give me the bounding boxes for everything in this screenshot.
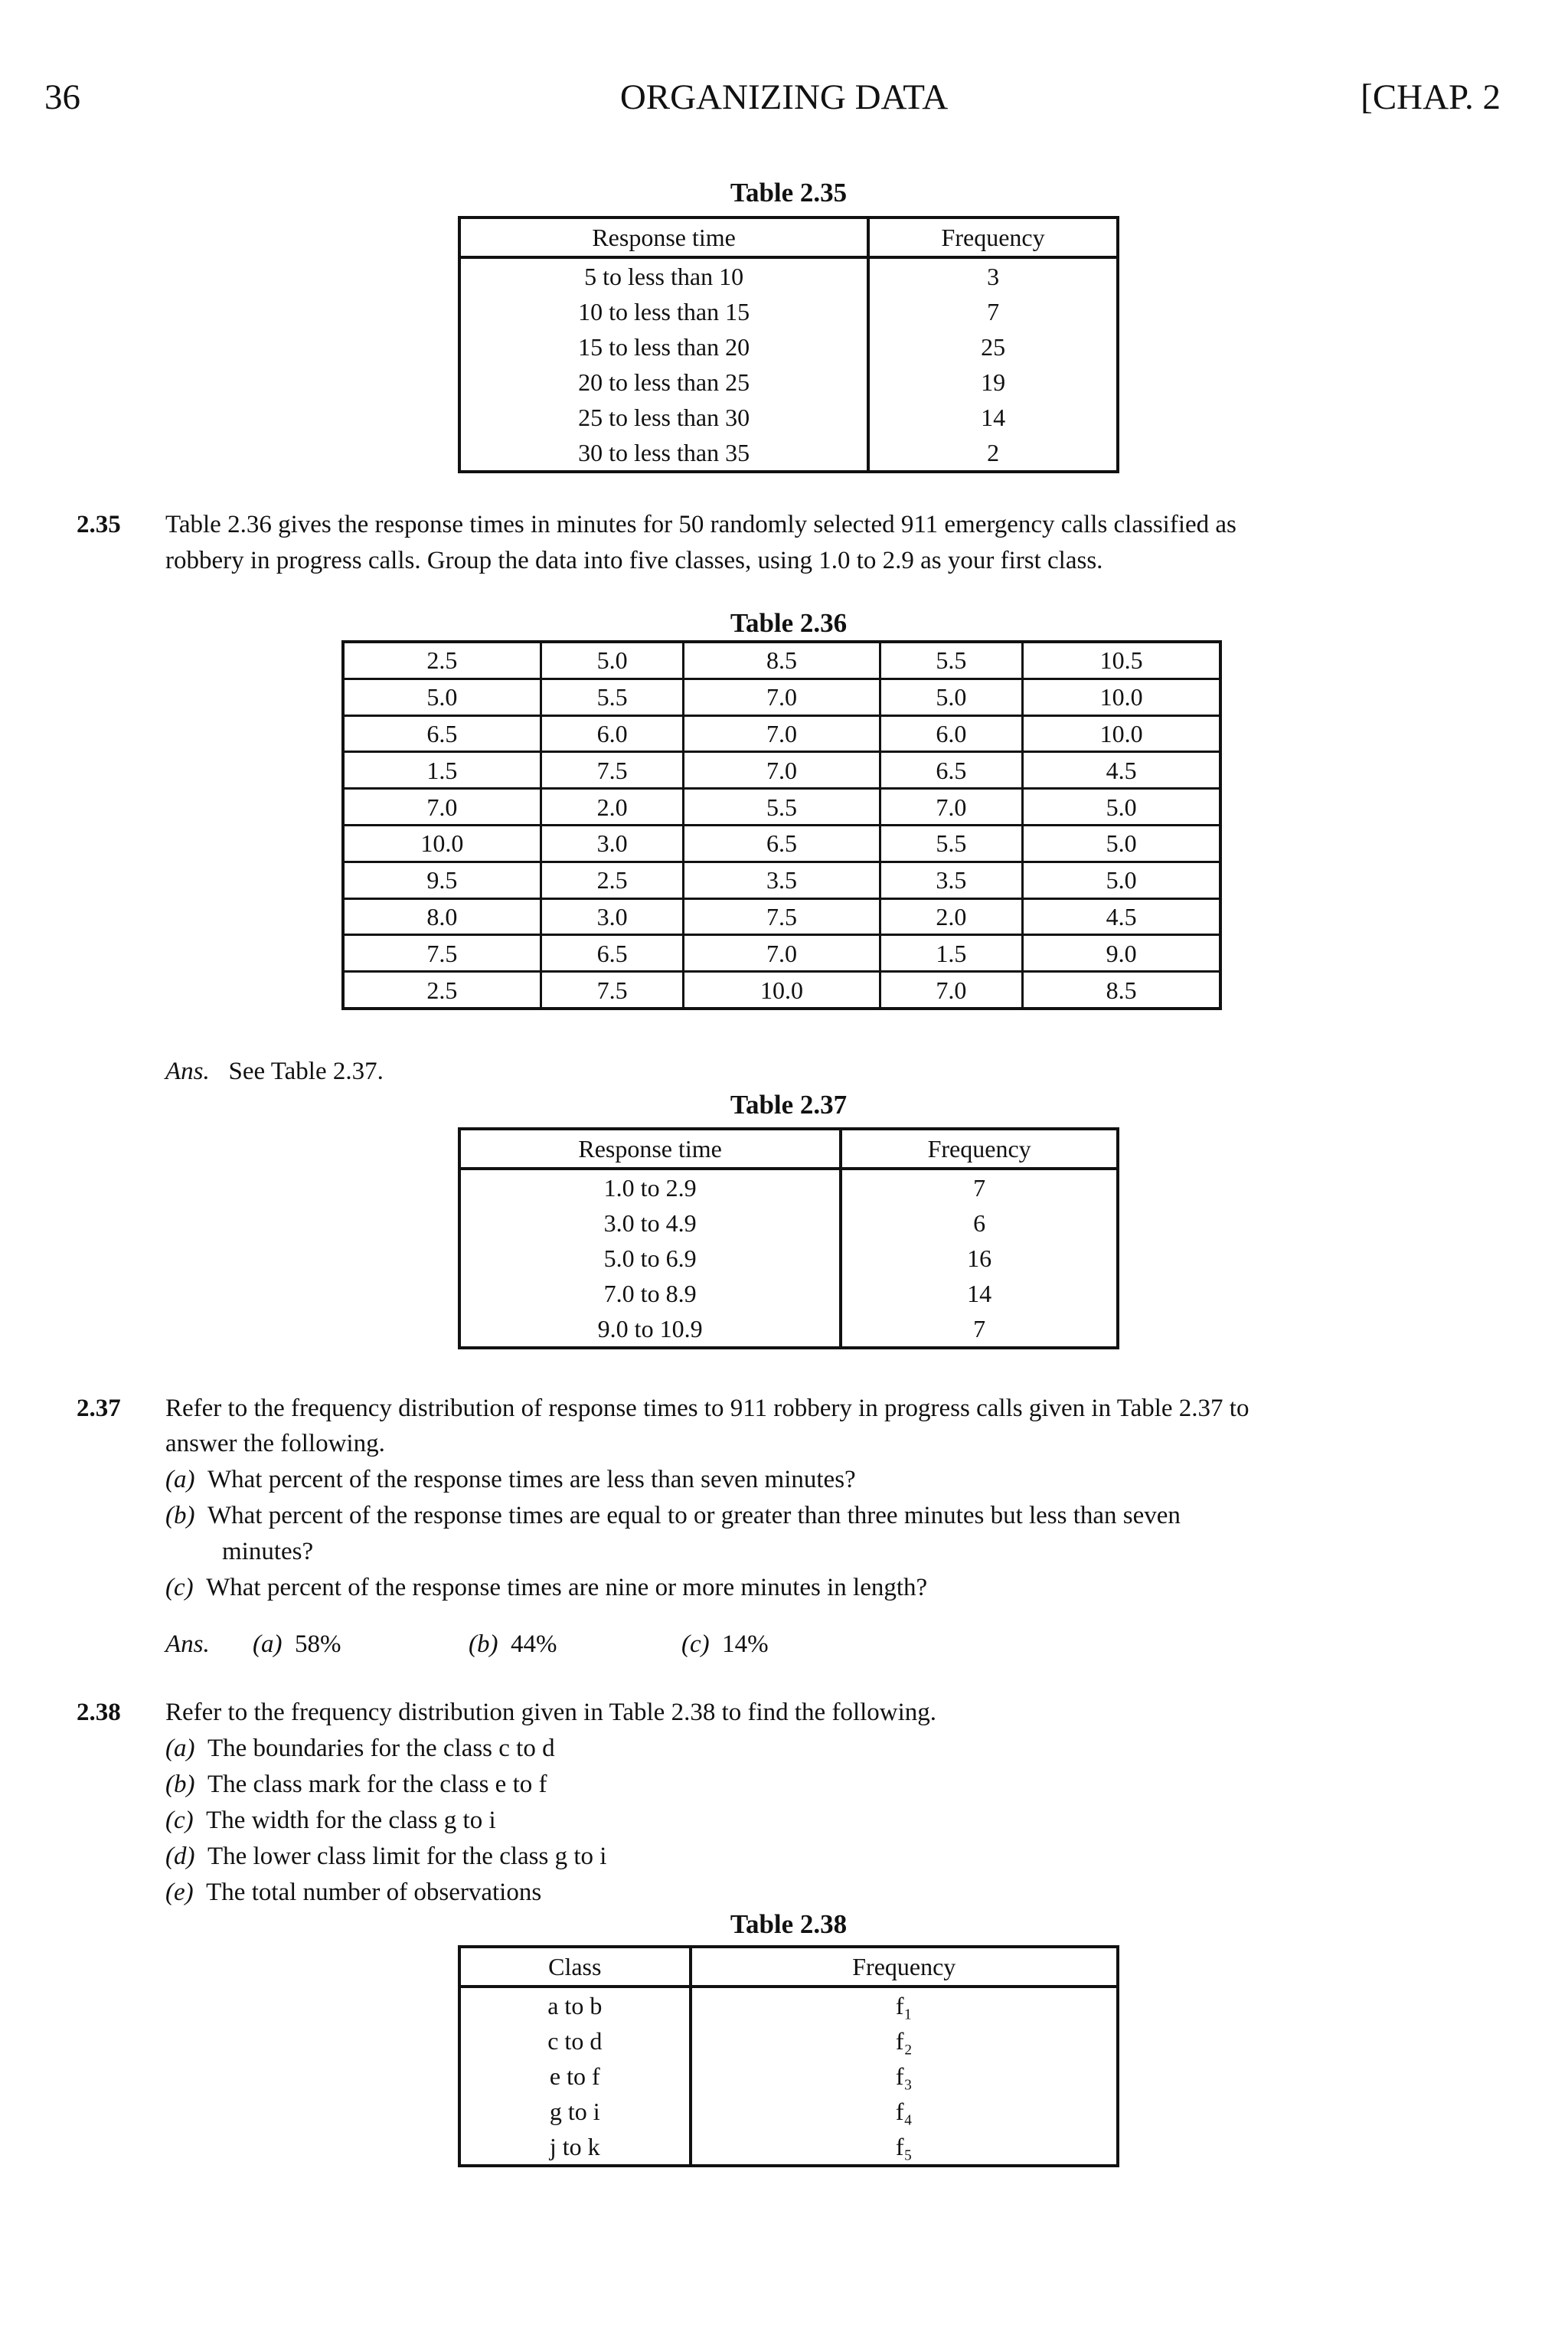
table-cell: 25 [981, 333, 1006, 361]
table-row [459, 400, 1118, 435]
table-cell: 7.0 [684, 935, 880, 972]
table-row [343, 752, 1220, 789]
table-cell: 7 [987, 298, 1000, 325]
table-cell: 6.5 [684, 825, 880, 862]
table-cell: 7.0 [343, 789, 541, 826]
table-cell: 10.0 [684, 972, 880, 1009]
column-header-frequency: Frequency [841, 1129, 1118, 1169]
table-cell: f₄ [895, 2098, 913, 2125]
table-row [459, 1169, 1118, 1205]
table-row [343, 789, 1220, 826]
problem-number: 2.38 [77, 1699, 121, 1726]
table-cell: 4.5 [1023, 898, 1220, 935]
table-cell: 15 to less than 20 [459, 329, 868, 365]
table-row [343, 825, 1220, 862]
table-cell: 10.5 [1023, 642, 1220, 679]
table-cell: 14 [967, 1280, 992, 1307]
table-2-37 [458, 1127, 1119, 1349]
table-cell: 3.0 [541, 825, 684, 862]
table-cell: 6.0 [880, 715, 1023, 752]
answer-text: See Table 2.37. [228, 1058, 384, 1085]
problem-number: 2.35 [77, 511, 121, 538]
table-cell: 5.0 [1023, 862, 1220, 898]
table-cell: 1.0 to 2.9 [459, 1169, 841, 1205]
problem-number: 2.37 [77, 1395, 121, 1422]
table-cell: 5.0 [1023, 789, 1220, 826]
chapter-label: [CHAP. 2 [1361, 77, 1501, 117]
table-cell: 10.0 [1023, 679, 1220, 715]
table-cell: 7.0 [880, 972, 1023, 1009]
table-row [343, 972, 1220, 1009]
table-row [459, 1311, 1118, 1348]
table-cell: c to d [459, 2023, 691, 2059]
table-row [343, 898, 1220, 935]
table-cell: 2.5 [541, 862, 684, 898]
table-row [343, 935, 1220, 972]
problem-part: (a) What percent of the response times are less than seven minutes? [165, 1466, 856, 1493]
table-cell: 2.0 [880, 898, 1023, 935]
table-row [459, 435, 1118, 472]
table-cell: 3.5 [684, 862, 880, 898]
table-cell: e to f [459, 2059, 691, 2094]
table-cell: 9.0 [1023, 935, 1220, 972]
table-cell: 2.0 [541, 789, 684, 826]
table-row [459, 1241, 1118, 1276]
table-row [459, 365, 1118, 400]
problem-part: (c) The width for the class g to i [165, 1807, 496, 1834]
table-cell: 10.0 [1023, 715, 1220, 752]
answer-label: Ans. [165, 1058, 210, 1085]
table-cell: 2.5 [343, 642, 541, 679]
table-cell: 3.5 [880, 862, 1023, 898]
table-row [459, 329, 1118, 365]
table-row [343, 642, 1220, 679]
table-cell: 1.5 [343, 752, 541, 789]
answer-line [165, 1054, 384, 1090]
table-cell: 7.5 [684, 898, 880, 935]
table-row [459, 1205, 1118, 1241]
table-cell: 6.0 [541, 715, 684, 752]
table-cell: 20 to less than 25 [459, 365, 868, 400]
table-cell: 9.5 [343, 862, 541, 898]
problem-text-line: Table 2.36 gives the response times in minutes for 50 randomly selected 911 emergency calls classified as [165, 511, 1236, 538]
table-cell: g to i [459, 2094, 691, 2129]
table-cell: 3 [987, 263, 1000, 290]
table-cell: 30 to less than 35 [459, 435, 868, 472]
table-cell: 6.5 [880, 752, 1023, 789]
table-cell: 7.0 to 8.9 [459, 1276, 841, 1311]
table-cell: 6.5 [541, 935, 684, 972]
answer-item: (c) 14% [681, 1630, 769, 1658]
table-row [459, 1987, 1118, 2023]
table-cell: 2 [987, 439, 1000, 466]
table-2-38 [458, 1945, 1119, 2167]
table-cell: 5.5 [880, 825, 1023, 862]
table-2-35 [458, 216, 1119, 473]
table-cell: 6 [973, 1209, 986, 1237]
problem-part: (c) What percent of the response times are nine or more minutes in length? [165, 1574, 928, 1601]
table-cell: 5.5 [880, 642, 1023, 679]
table-row [459, 257, 1118, 294]
column-header-response-time: Response time [459, 1129, 841, 1169]
table-cell: 7.0 [684, 752, 880, 789]
problem-text-line: answer the following. [165, 1430, 385, 1457]
table-cell: 7.0 [684, 679, 880, 715]
table-cell: 7.5 [541, 972, 684, 1009]
problem-part-continuation: minutes? [222, 1538, 314, 1565]
table-cell: 5.0 [343, 679, 541, 715]
table-row [459, 294, 1118, 329]
table-cell: 10.0 [343, 825, 541, 862]
table-cell: f₂ [895, 2027, 913, 2055]
table-cell: 6.5 [343, 715, 541, 752]
table-cell: 19 [981, 368, 1006, 396]
table-2-37-caption: Table 2.37 [730, 1090, 848, 1120]
answer-item: (b) 44% [469, 1630, 557, 1658]
table-cell: 7.5 [343, 935, 541, 972]
table-row [343, 862, 1220, 898]
table-cell: 14 [981, 404, 1006, 431]
table-cell: 5.5 [541, 679, 684, 715]
table-cell: 7.5 [541, 752, 684, 789]
column-header-class: Class [459, 1947, 691, 1987]
table-cell: 5 to less than 10 [459, 257, 868, 294]
problem-part: (a) The boundaries for the class c to d [165, 1735, 555, 1762]
table-2-35-caption: Table 2.35 [730, 178, 848, 208]
column-header-frequency: Frequency [868, 217, 1118, 257]
table-cell: j to k [459, 2129, 691, 2166]
table-cell: 8.5 [684, 642, 880, 679]
problem-part: (e) The total number of observations [165, 1879, 542, 1906]
table-cell: 5.5 [684, 789, 880, 826]
table-cell: 5.0 [880, 679, 1023, 715]
table-row [343, 715, 1220, 752]
table-cell: 3.0 to 4.9 [459, 1205, 841, 1241]
table-cell: 7 [973, 1174, 986, 1202]
table-row [459, 2129, 1118, 2166]
table-cell: 3.0 [541, 898, 684, 935]
table-cell: 5.0 [541, 642, 684, 679]
running-title: ORGANIZING DATA [619, 77, 949, 117]
table-2-36 [341, 640, 1222, 1010]
problem-part: (d) The lower class limit for the class g to i [165, 1843, 607, 1870]
table-cell: 8.0 [343, 898, 541, 935]
table-cell: 2.5 [343, 972, 541, 1009]
table-cell: f₃ [895, 2062, 913, 2090]
column-header-response-time: Response time [459, 217, 868, 257]
problem-part: (b) What percent of the response times are equal to or greater than three minutes but less than seven [165, 1502, 1181, 1529]
column-header-frequency: Frequency [691, 1947, 1118, 1987]
table-cell: 5.0 [1023, 825, 1220, 862]
table-cell: 9.0 to 10.9 [459, 1311, 841, 1348]
table-row [459, 2094, 1118, 2129]
table-row [459, 2059, 1118, 2094]
table-cell: 7 [973, 1315, 986, 1342]
problem-part: (b) The class mark for the class e to f [165, 1771, 547, 1798]
table-cell: 7.0 [880, 789, 1023, 826]
table-row [459, 2023, 1118, 2059]
table-2-38-caption: Table 2.38 [730, 1909, 848, 1939]
table-cell: a to b [459, 1987, 691, 2023]
table-cell: 10 to less than 15 [459, 294, 868, 329]
problem-text-line: robbery in progress calls. Group the data into five classes, using 1.0 to 2.9 as your first class. [165, 547, 1103, 574]
table-row [459, 1276, 1118, 1311]
table-cell: 8.5 [1023, 972, 1220, 1009]
table-cell: f₅ [895, 2133, 913, 2160]
table-row [343, 679, 1220, 715]
table-cell: 16 [967, 1244, 992, 1272]
table-cell: 5.0 to 6.9 [459, 1241, 841, 1276]
problem-text-line: Refer to the frequency distribution given in Table 2.38 to find the following. [165, 1699, 937, 1726]
table-cell: f₁ [895, 1992, 913, 2019]
table-2-36-caption: Table 2.36 [730, 608, 848, 638]
table-cell: 1.5 [880, 935, 1023, 972]
table-cell: 25 to less than 30 [459, 400, 868, 435]
page-number: 36 [44, 77, 80, 117]
answer-item: (a) 58% [253, 1630, 341, 1658]
table-cell: 7.0 [684, 715, 880, 752]
answer-label: Ans. [165, 1630, 210, 1658]
problem-text-line: Refer to the frequency distribution of response times to 911 robbery in progress calls given in Table 2.37 to [165, 1395, 1250, 1422]
table-cell: 4.5 [1023, 752, 1220, 789]
